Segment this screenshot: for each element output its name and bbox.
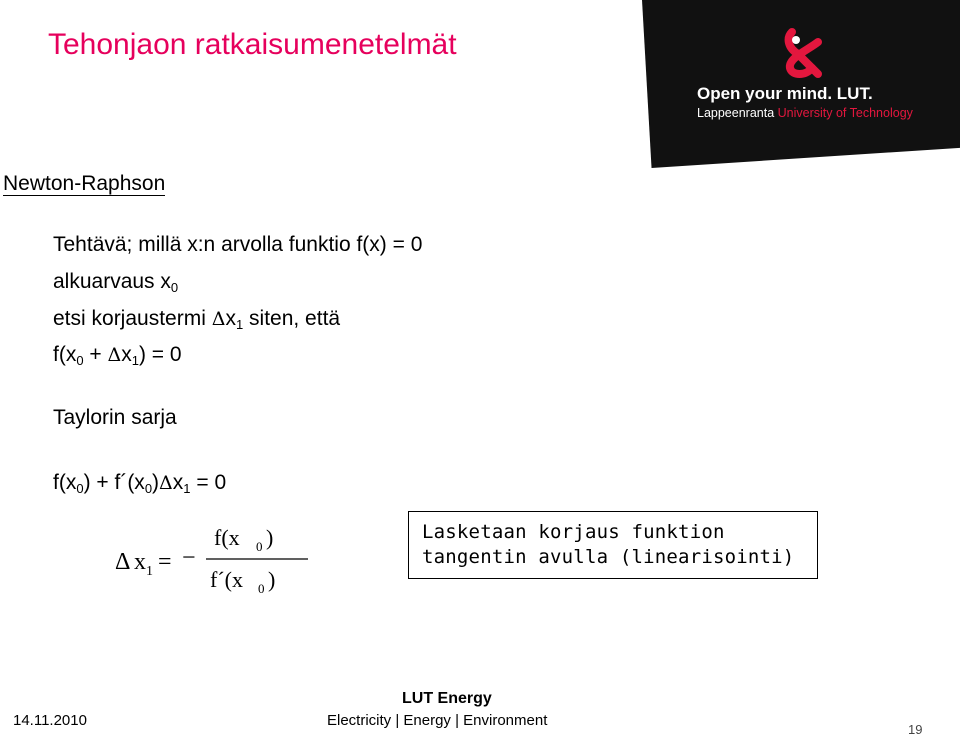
correction-pre: etsi korjaustermi — [53, 307, 212, 330]
formula-denominator-sub: 0 — [258, 581, 265, 596]
logo-university-a: Lappeenranta — [697, 106, 778, 120]
condition-sub1: 1 — [131, 353, 139, 368]
correction-post: siten, että — [243, 307, 341, 330]
logo-tagline: Open your mind. LUT. — [697, 84, 873, 103]
formula-numerator-sub: 0 — [256, 539, 263, 554]
eq-c: ) — [152, 471, 160, 494]
formula-denominator: f´(x — [210, 567, 243, 592]
condition-a: f(x — [53, 343, 77, 366]
note-box — [408, 511, 818, 579]
lut-logo-icon — [778, 28, 834, 80]
initial-guess-sub: 0 — [170, 280, 179, 295]
formula-x-sub: 1 — [146, 564, 153, 579]
newton-formula — [110, 515, 310, 610]
initial-guess-line — [53, 270, 178, 295]
eq-sub1: 1 — [183, 481, 191, 496]
eq-sub0b: 0 — [144, 481, 153, 496]
taylor-equation — [53, 471, 226, 496]
section-heading: Newton-Raphson — [3, 172, 166, 195]
logo-university — [697, 106, 913, 120]
condition-b: + — [83, 343, 108, 366]
condition-line — [53, 343, 182, 368]
formula-numerator-close: ) — [266, 525, 274, 550]
correction-x: x — [225, 307, 236, 330]
formula-denominator-close: ) — [268, 567, 276, 592]
slide-title: Tehonjaon ratkaisumenetelmät — [48, 28, 457, 61]
delta-symbol: Δ — [107, 344, 122, 366]
footer-brand: LUT Energy — [402, 690, 492, 707]
eq-a: f(x — [53, 471, 77, 494]
eq-b: ) + f´(x — [83, 471, 145, 494]
formula-x: x — [134, 549, 146, 575]
eq-sub0: 0 — [76, 481, 84, 496]
condition-x: x — [121, 343, 132, 366]
logo-university-b: University of Technology — [777, 106, 913, 120]
note-line-2: tangentin avulla (linearisointi) — [422, 546, 795, 568]
formula-equals: = — [158, 549, 172, 575]
formula-numerator: f(x — [214, 525, 240, 550]
delta-symbol: Δ — [159, 472, 173, 494]
condition-c: ) = 0 — [138, 343, 182, 366]
taylor-heading: Taylorin sarja — [53, 406, 177, 429]
condition-sub0: 0 — [76, 353, 84, 368]
correction-sub: 1 — [235, 317, 244, 332]
formula-minus: − — [182, 545, 196, 571]
initial-guess-text: alkuarvaus x — [53, 270, 171, 293]
footer-subtitle: Electricity | Energy | Environment — [327, 712, 548, 729]
formula-delta: Δ — [115, 549, 131, 575]
eq-x: x — [172, 471, 184, 494]
correction-line — [53, 307, 340, 332]
note-line-1: Lasketaan korjaus funktion — [422, 521, 725, 543]
delta-symbol: Δ — [211, 308, 226, 330]
task-line: Tehtävä; millä x:n arvolla funktio f(x) = 0 — [53, 233, 423, 256]
footer-date: 14.11.2010 — [13, 712, 87, 729]
eq-d: = 0 — [190, 471, 227, 494]
page-number: 19 — [908, 722, 923, 737]
